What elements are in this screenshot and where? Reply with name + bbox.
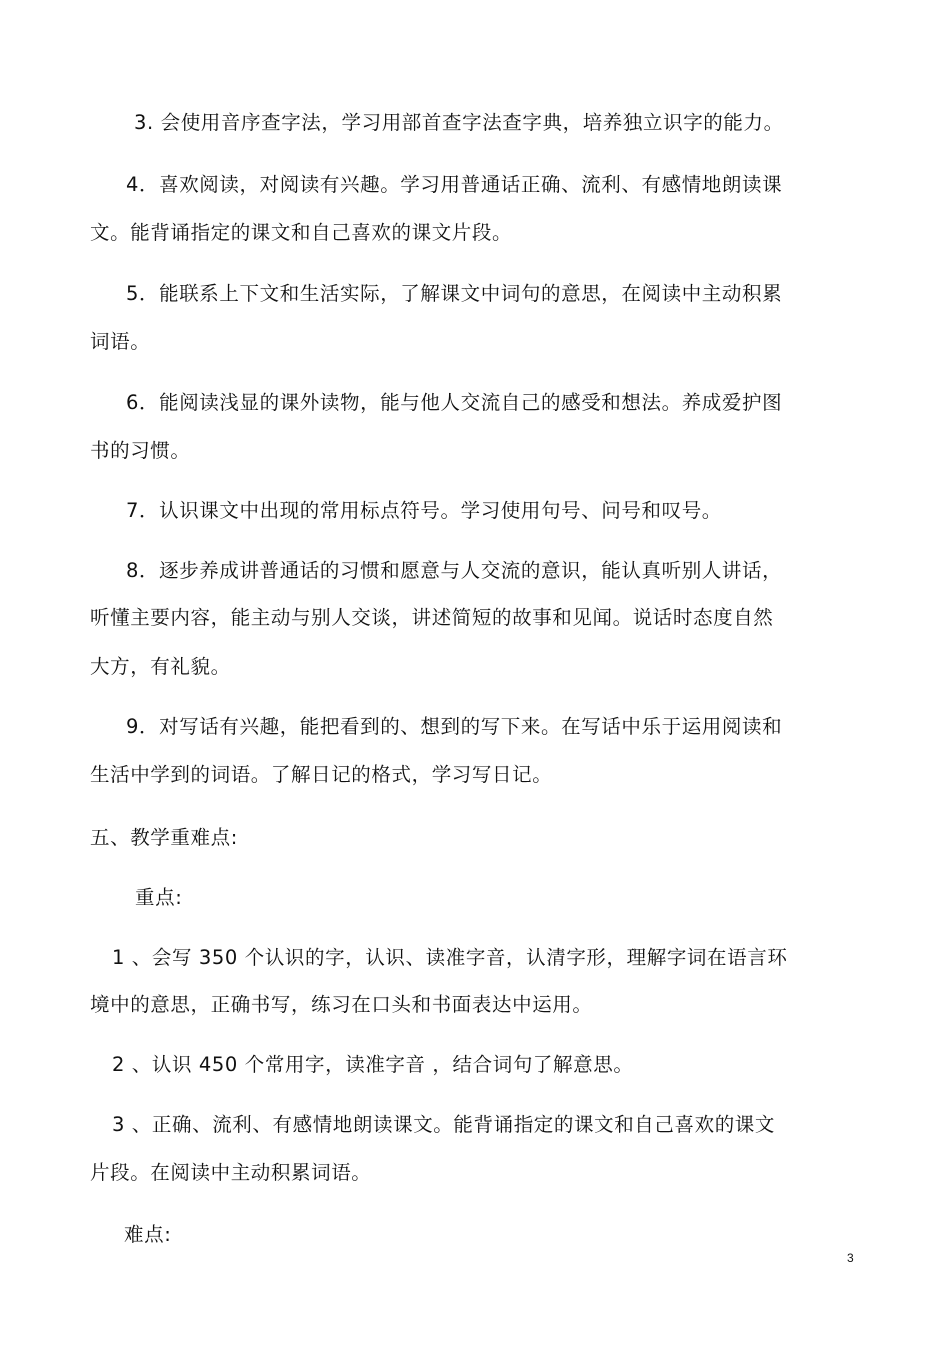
page-number: 3: [847, 1251, 854, 1265]
difficult-points-heading: 难点:: [124, 1223, 172, 1246]
key-point-3-line-1: 3 、正确、流利、有感情地朗读课文。能背诵指定的课文和自己喜欢的课文: [112, 1113, 776, 1136]
paragraph-8-line-2: 听懂主要内容，能主动与别人交谈，讲述简短的故事和见闻。说话时态度自然: [90, 606, 774, 629]
key-point-3-line-2: 片段。在阅读中主动积累词语。: [90, 1161, 372, 1184]
paragraph-9-line-1: 9．对写话有兴趣，能把看到的、想到的写下来。在写话中乐于运用阅读和: [126, 715, 783, 738]
paragraph-6-line-2: 书的习惯。: [90, 439, 191, 462]
paragraph-3-line-1: 3. 会使用音序查字法，学习用部首查字法查字典，培养独立识字的能力。: [134, 111, 784, 134]
key-point-1-line-2: 境中的意思，正确书写，练习在口头和书面表达中运用。: [90, 993, 593, 1016]
paragraph-9-line-2: 生活中学到的词语。了解日记的格式，学习写日记。: [90, 763, 553, 786]
paragraph-6-line-1: 6．能阅读浅显的课外读物，能与他人交流自己的感受和想法。养成爱护图: [126, 391, 783, 414]
paragraph-4-line-2: 文。能背诵指定的课文和自己喜欢的课文片段。: [90, 221, 513, 244]
key-points-heading: 重点:: [135, 886, 183, 909]
paragraph-5-line-1: 5．能联系上下文和生活实际，了解课文中词句的意思，在阅读中主动积累: [126, 282, 783, 305]
paragraph-8-line-3: 大方，有礼貌。: [90, 655, 231, 678]
paragraph-7-line-1: 7．认识课文中出现的常用标点符号。学习使用句号、问号和叹号。: [126, 499, 722, 522]
key-point-1-line-1: 1 、会写 350 个认识的字，认识、读准字音，认清字形，理解字词在语言环: [112, 946, 788, 969]
section-heading: 五、教学重难点:: [90, 826, 238, 849]
paragraph-8-line-1: 8．逐步养成讲普通话的习惯和愿意与人交流的意识，能认真听别人讲话，: [126, 559, 783, 582]
key-point-2-line-1: 2 、认识 450 个常用字，读准字音 ，结合词句了解意思。: [112, 1053, 634, 1076]
paragraph-5-line-2: 词语。: [90, 330, 151, 353]
paragraph-4-line-1: 4．喜欢阅读，对阅读有兴趣。学习用普通话正确、流利、有感情地朗读课: [126, 173, 783, 196]
